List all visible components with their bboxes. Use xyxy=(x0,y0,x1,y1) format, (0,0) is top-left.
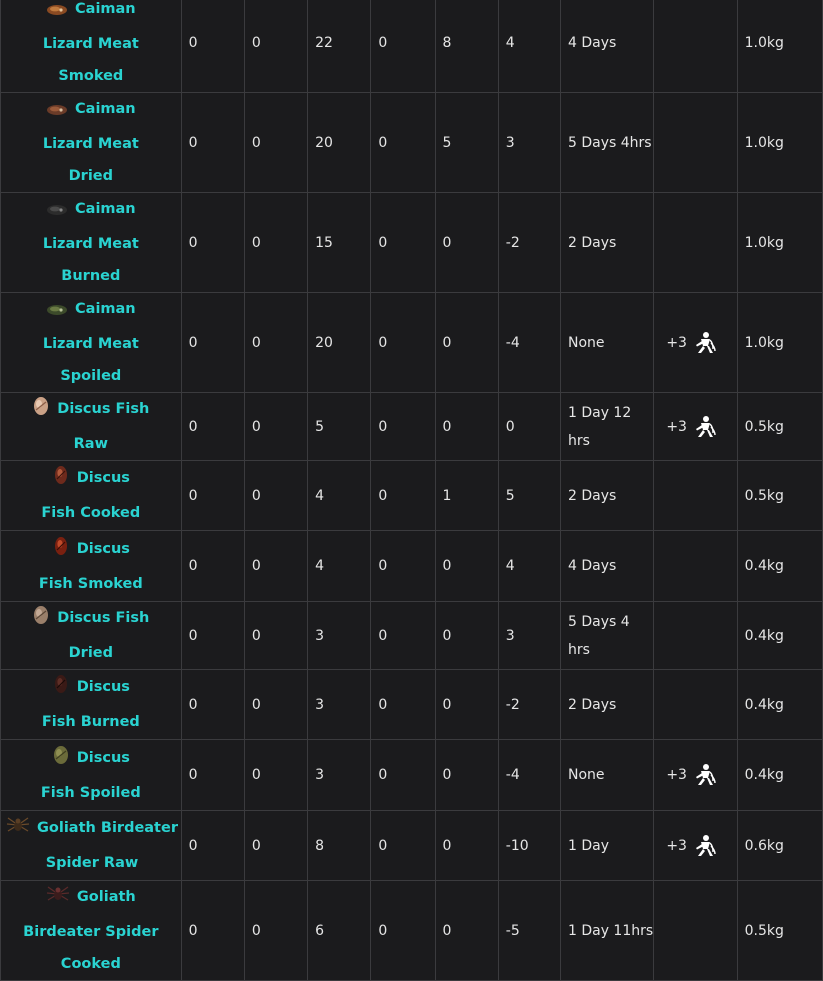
stat-cell-c1: 0 xyxy=(181,0,244,93)
table-row-caiman-lizard-meat-dried xyxy=(1,93,823,193)
effect-cell xyxy=(654,531,737,602)
stat-cell-c6: 4 xyxy=(498,0,560,93)
item-name-cell xyxy=(1,881,182,981)
spoil-time-cell: 2 Days xyxy=(560,193,653,293)
vomit-value: +3 xyxy=(666,767,687,783)
stat-cell-c2: 0 xyxy=(244,193,307,293)
vomit-status xyxy=(661,761,716,789)
item-name-wrap xyxy=(37,671,145,738)
item-link-discus-fish-cooked[interactable]: Discus Fish Cooked xyxy=(41,470,141,521)
weight-cell: 1.0kg xyxy=(737,0,822,93)
spider-cooked-icon xyxy=(46,884,70,916)
fish-cooked-icon xyxy=(52,465,70,497)
stat-cell-c3: 5 xyxy=(308,393,371,461)
table-row-caiman-lizard-meat-spoiled xyxy=(1,293,823,393)
stat-cell-c3: 3 xyxy=(308,740,371,811)
table-row-goliath-birdeater-spider-cooked xyxy=(1,881,823,981)
stat-cell-c4: 0 xyxy=(371,0,435,93)
spoil-time-cell: 1 Day 11hrs xyxy=(560,881,653,981)
item-name-cell xyxy=(1,93,182,193)
stat-cell-c1: 0 xyxy=(181,670,244,740)
weight-cell: 1.0kg xyxy=(737,193,822,293)
item-name-wrap xyxy=(23,193,159,292)
vomit-icon xyxy=(690,415,716,439)
stat-cell-c3: 4 xyxy=(308,531,371,602)
stat-cell-c6: 3 xyxy=(498,602,560,670)
vomit-status xyxy=(661,413,716,441)
stat-cell-c2: 0 xyxy=(244,881,307,981)
item-link-caiman-lizard-meat-spoiled[interactable]: Caiman Lizard Meat Spoiled xyxy=(42,301,139,384)
stat-cell-c2: 0 xyxy=(244,670,307,740)
stat-cell-c6: -2 xyxy=(498,193,560,293)
spider-raw-icon xyxy=(6,815,30,847)
stat-cell-c2: 0 xyxy=(244,293,307,393)
table-row-discus-fish-cooked xyxy=(1,461,823,531)
stat-cell-c4: 0 xyxy=(371,461,435,531)
spoil-time-cell: 1 Day xyxy=(560,811,653,881)
item-name-wrap xyxy=(23,93,159,192)
stat-cell-c5: 0 xyxy=(435,740,498,811)
effect-cell xyxy=(654,602,737,670)
effect-cell xyxy=(654,670,737,740)
stat-cell-c5: 0 xyxy=(435,293,498,393)
item-name-wrap xyxy=(17,881,165,980)
table-row-discus-fish-spoiled xyxy=(1,740,823,811)
item-name-cell xyxy=(1,393,182,461)
item-name-wrap xyxy=(17,393,165,460)
stat-cell-c5: 0 xyxy=(435,531,498,602)
stat-cell-c5: 0 xyxy=(435,811,498,881)
vomit-status xyxy=(661,329,716,357)
fish-spoiled-icon xyxy=(52,745,70,777)
vomit-icon xyxy=(690,763,716,787)
spoil-time-cell: None xyxy=(560,740,653,811)
item-name-wrap xyxy=(37,462,145,529)
stat-cell-c5: 5 xyxy=(435,93,498,193)
stat-cell-c3: 20 xyxy=(308,293,371,393)
meat-burned-icon xyxy=(46,196,68,228)
vomit-value: +3 xyxy=(666,837,687,854)
item-name-cell xyxy=(1,531,182,602)
stat-cell-c6: -2 xyxy=(498,670,560,740)
item-link-goliath-birdeater-spider-raw[interactable]: Goliath Birdeater Spider Raw xyxy=(37,820,178,871)
stat-cell-c6: 0 xyxy=(498,393,560,461)
table-row-caiman-lizard-meat-burned xyxy=(1,193,823,293)
stat-cell-c4: 0 xyxy=(371,740,435,811)
stat-cell-c5: 0 xyxy=(435,193,498,293)
vomit-status xyxy=(661,832,716,860)
item-link-goliath-birdeater-spider-cooked[interactable]: Goliath Birdeater Spider Cooked xyxy=(23,889,159,972)
item-link-discus-fish-dried[interactable]: Discus Fish Dried xyxy=(57,610,150,661)
vomit-value: +3 xyxy=(666,418,687,435)
weight-cell: 0.5kg xyxy=(737,461,822,531)
vomit-icon xyxy=(690,331,716,355)
weight-cell: 0.4kg xyxy=(737,602,822,670)
weight-cell: 0.4kg xyxy=(737,670,822,740)
item-name-wrap xyxy=(37,742,145,809)
item-link-discus-fish-spoiled[interactable]: Discus Fish Spoiled xyxy=(40,749,141,801)
stat-cell-c4: 0 xyxy=(371,531,435,602)
spoil-time-cell: 4 Days xyxy=(560,531,653,602)
stat-cell-c5: 0 xyxy=(435,881,498,981)
spoil-time-cell: 5 Days 4 hrs xyxy=(560,602,653,670)
item-name-cell xyxy=(1,740,182,811)
stat-cell-c3: 22 xyxy=(308,0,371,93)
item-name-cell xyxy=(1,811,182,881)
stat-cell-c4: 0 xyxy=(371,811,435,881)
table-row-caiman-lizard-meat-smoked xyxy=(1,0,823,93)
item-name-wrap xyxy=(3,812,181,879)
stat-cell-c4: 0 xyxy=(371,293,435,393)
item-name-cell xyxy=(1,461,182,531)
stat-cell-c3: 8 xyxy=(308,811,371,881)
stat-cell-c4: 0 xyxy=(371,670,435,740)
effect-cell xyxy=(654,0,737,93)
table-row-discus-fish-smoked xyxy=(1,531,823,602)
stat-cell-c3: 15 xyxy=(308,193,371,293)
stat-cell-c1: 0 xyxy=(181,531,244,602)
spoil-time-cell: 4 Days xyxy=(560,0,653,93)
meat-spoiled-icon xyxy=(46,296,68,328)
fish-dried-icon xyxy=(32,605,50,637)
table-row-discus-fish-raw xyxy=(1,393,823,461)
stat-cell-c4: 0 xyxy=(371,393,435,461)
stat-cell-c5: 0 xyxy=(435,393,498,461)
stat-cell-c1: 0 xyxy=(181,740,244,811)
effect-cell xyxy=(654,193,737,293)
table-row-goliath-birdeater-spider-raw xyxy=(1,811,823,881)
stat-cell-c1: 0 xyxy=(181,393,244,461)
effect-cell xyxy=(654,393,737,461)
weight-cell: 0.5kg xyxy=(737,881,822,981)
stat-cell-c1: 0 xyxy=(181,602,244,670)
stat-cell-c6: 3 xyxy=(498,93,560,193)
item-link-caiman-lizard-meat-burned[interactable]: Caiman Lizard Meat Burned xyxy=(42,201,139,284)
stat-cell-c6: -4 xyxy=(498,740,560,811)
meat-smoked-icon xyxy=(46,0,68,28)
weight-cell: 0.4kg xyxy=(737,740,822,811)
fish-smoked-icon xyxy=(52,536,70,568)
stat-cell-c6: -10 xyxy=(498,811,560,881)
stat-cell-c3: 3 xyxy=(308,602,371,670)
item-link-caiman-lizard-meat-smoked[interactable]: Caiman Lizard Meat Smoked xyxy=(42,1,139,84)
stat-cell-c5: 1 xyxy=(435,461,498,531)
stat-cell-c2: 0 xyxy=(244,531,307,602)
stat-cell-c1: 0 xyxy=(181,293,244,393)
stat-cell-c6: 5 xyxy=(498,461,560,531)
fish-burned-icon xyxy=(52,674,70,706)
stat-cell-c2: 0 xyxy=(244,0,307,93)
spoil-time-cell: 2 Days xyxy=(560,670,653,740)
stat-cell-c3: 3 xyxy=(308,670,371,740)
weight-cell: 0.4kg xyxy=(737,531,822,602)
item-name-cell xyxy=(1,670,182,740)
stat-cell-c2: 0 xyxy=(244,461,307,531)
table-row-discus-fish-burned xyxy=(1,670,823,740)
stat-cell-c4: 0 xyxy=(371,602,435,670)
item-name-wrap xyxy=(23,293,159,392)
item-name-cell xyxy=(1,602,182,670)
weight-cell: 0.5kg xyxy=(737,393,822,461)
item-name-cell xyxy=(1,193,182,293)
stat-cell-c2: 0 xyxy=(244,602,307,670)
spoil-time-cell: None xyxy=(560,293,653,393)
fish-raw-icon xyxy=(32,396,50,428)
stat-cell-c4: 0 xyxy=(371,881,435,981)
item-link-discus-fish-raw[interactable]: Discus Fish Raw xyxy=(57,401,150,452)
weight-cell: 1.0kg xyxy=(737,93,822,193)
item-name-wrap xyxy=(23,0,159,92)
meat-dried-icon xyxy=(46,96,68,128)
weight-cell: 0.6kg xyxy=(737,811,822,881)
stat-cell-c4: 0 xyxy=(371,93,435,193)
item-link-discus-fish-smoked[interactable]: Discus Fish Smoked xyxy=(38,540,143,592)
stat-cell-c5: 0 xyxy=(435,602,498,670)
effect-cell xyxy=(654,461,737,531)
effect-cell xyxy=(654,811,737,881)
effect-cell xyxy=(654,293,737,393)
stat-cell-c2: 0 xyxy=(244,93,307,193)
stat-cell-c1: 0 xyxy=(181,93,244,193)
stat-cell-c3: 20 xyxy=(308,93,371,193)
vomit-value: +3 xyxy=(666,334,687,351)
stat-cell-c1: 0 xyxy=(181,881,244,981)
item-link-discus-fish-burned[interactable]: Discus Fish Burned xyxy=(41,679,140,730)
stat-cell-c6: 4 xyxy=(498,531,560,602)
stat-cell-c4: 0 xyxy=(371,193,435,293)
table-row-discus-fish-dried xyxy=(1,602,823,670)
stat-cell-c2: 0 xyxy=(244,740,307,811)
vomit-icon xyxy=(690,834,716,858)
stat-cell-c2: 0 xyxy=(244,393,307,461)
stat-cell-c3: 4 xyxy=(308,461,371,531)
spoil-time-cell: 2 Days xyxy=(560,461,653,531)
weight-cell: 1.0kg xyxy=(737,293,822,393)
stat-cell-c2: 0 xyxy=(244,811,307,881)
effect-cell xyxy=(654,740,737,811)
stat-cell-c6: -4 xyxy=(498,293,560,393)
item-name-cell xyxy=(1,0,182,93)
spoil-time-cell: 5 Days 4hrs xyxy=(560,93,653,193)
item-name-wrap xyxy=(17,602,165,669)
item-link-caiman-lizard-meat-dried[interactable]: Caiman Lizard Meat Dried xyxy=(42,101,139,184)
effect-cell xyxy=(654,93,737,193)
stat-cell-c5: 0 xyxy=(435,670,498,740)
stat-cell-c1: 0 xyxy=(181,811,244,881)
spoil-time-cell: 1 Day 12 hrs xyxy=(560,393,653,461)
stat-cell-c3: 6 xyxy=(308,881,371,981)
effect-cell xyxy=(654,881,737,981)
food-table-body xyxy=(1,0,823,981)
stat-cell-c1: 0 xyxy=(181,461,244,531)
stat-cell-c1: 0 xyxy=(181,193,244,293)
stat-cell-c5: 8 xyxy=(435,0,498,93)
stat-cell-c6: -5 xyxy=(498,881,560,981)
item-name-wrap xyxy=(37,533,145,600)
item-name-cell xyxy=(1,293,182,393)
